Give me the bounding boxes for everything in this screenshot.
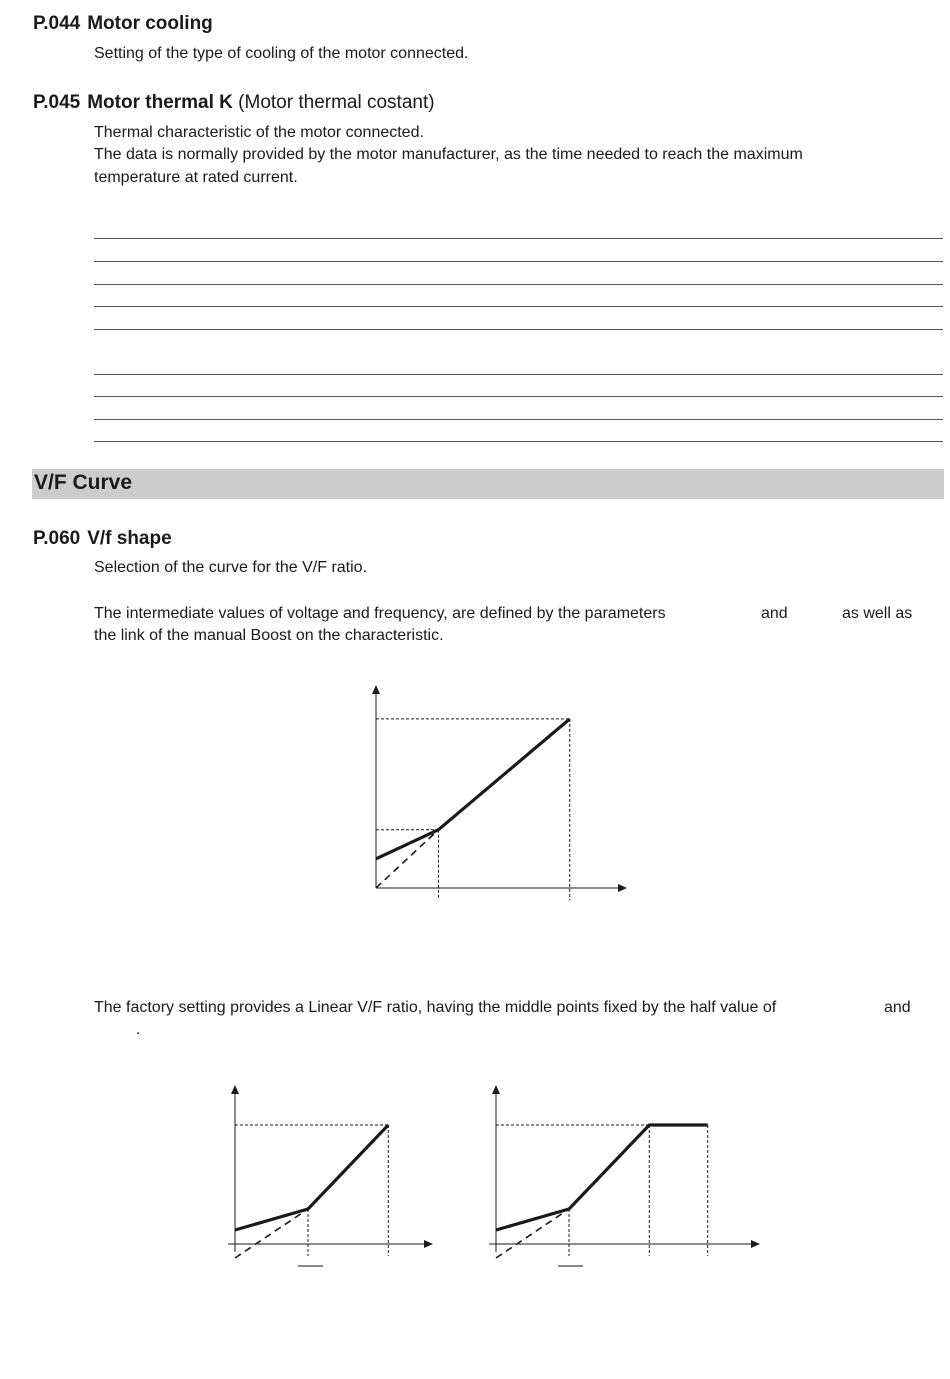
p060-factory-dot: . [136,1021,141,1038]
table-rule [94,419,943,420]
p060-code: P.060 [33,528,81,549]
p045-subtitle: (Motor thermal costant) [238,92,435,113]
p045-line2: The data is normally provided by the motor manufacturer, as the time needed to reach the maximum [94,146,803,163]
table-rule [94,329,943,330]
p060-para-and: and [761,605,788,622]
x-axis [376,884,627,892]
p045-code: P.045 [33,92,81,113]
p060-factory-a: The factory setting provides a Linear V/F ratio, having the middle points fixed by the half value of [94,999,777,1016]
series-dashed [235,1209,308,1258]
p060-para-b: the link of the manual Boost on the characteristic. [94,627,444,644]
p044-code: P.044 [33,13,81,34]
series-vf-curve [376,719,570,859]
section-band [32,469,944,499]
vf-chart-linear [225,1080,445,1280]
table-rule [94,374,943,375]
p044-heading [33,13,213,35]
series-dashed [376,830,439,888]
p060-factory-and: and [884,999,911,1016]
series-dashed [496,1209,569,1258]
section-title: V/F Curve [34,471,133,494]
vf-chart-main [360,680,640,910]
p045-line3: temperature at rated current. [94,169,298,186]
p045-title: Motor thermal K [87,92,233,113]
x-axis [489,1240,760,1248]
p060-para-aswell: as well as [842,605,913,622]
table-rule [94,441,943,442]
p060-para-a: The intermediate values of voltage and frequency, are defined by the parameters [94,605,666,622]
series-vf-curve [496,1125,708,1230]
p044-description: Setting of the type of cooling of the motor connected. [94,45,469,62]
series-vf-curve [235,1125,388,1230]
table-rule [94,306,943,307]
table-rule [94,284,943,285]
p045-heading [33,92,435,114]
y-axis [492,1085,500,1252]
y-axis [231,1085,239,1252]
table-rule [94,396,943,397]
p060-description: Selection of the curve for the V/F ratio. [94,559,368,576]
vf-chart-saturated [485,1080,775,1280]
p060-heading [33,528,172,550]
table-rule [94,238,943,239]
table-rule [94,261,943,262]
p060-title: V/f shape [87,528,172,549]
p044-title: Motor cooling [87,13,213,34]
p045-line1: Thermal characteristic of the motor connected. [94,124,424,141]
